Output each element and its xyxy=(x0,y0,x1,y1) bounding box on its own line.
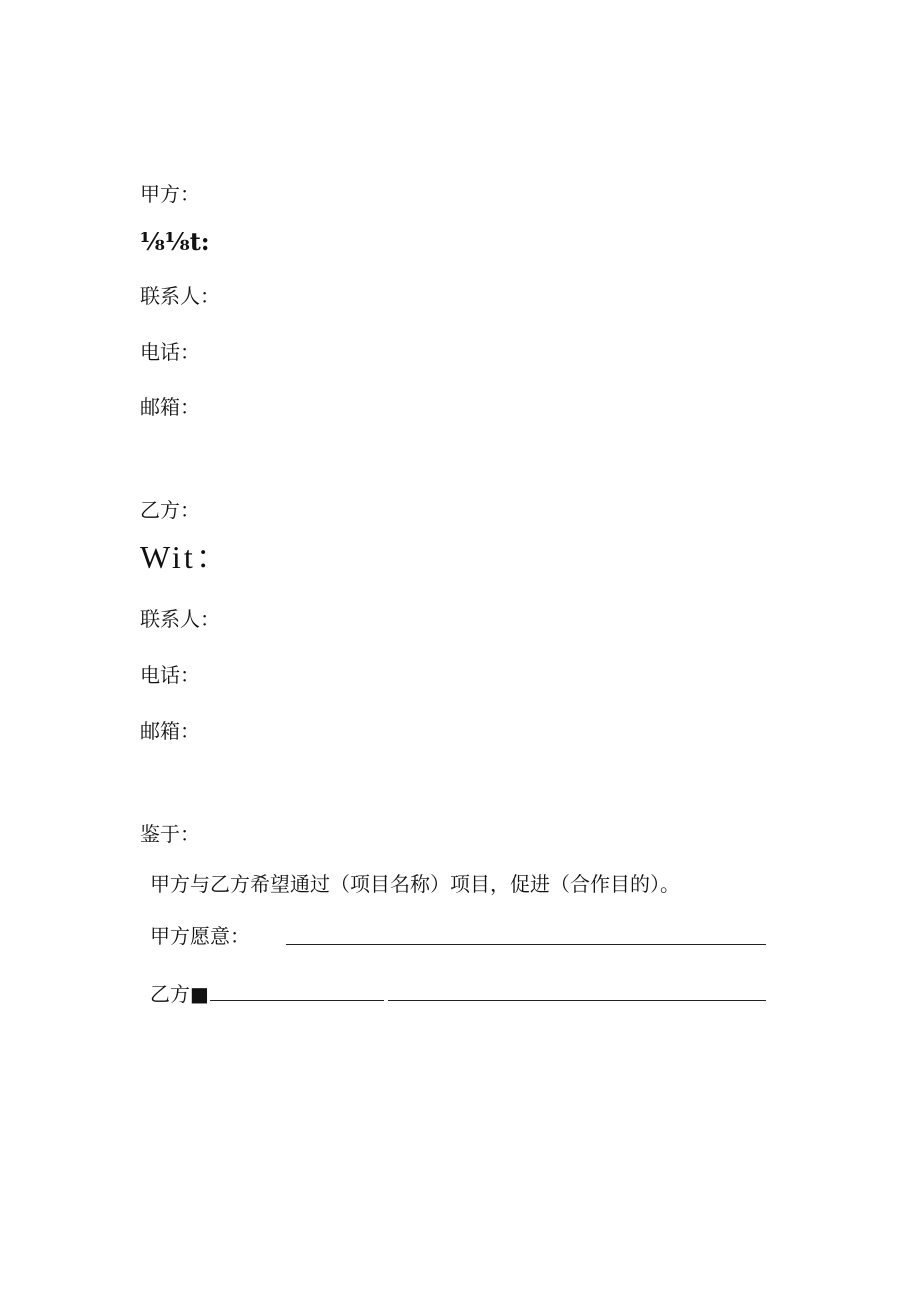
party-a-label: 甲方： xyxy=(140,182,200,206)
party-b-contact-label: 联系人： xyxy=(140,607,220,631)
party-a-phone-label: 电话： xyxy=(140,340,200,364)
recitals-statement: 甲方与乙方希望通过（项目名称）项目，促进（合作目的）。 xyxy=(150,872,680,896)
party-b-phone-label: 电话： xyxy=(140,663,200,687)
party-b-label: 乙方： xyxy=(140,498,200,522)
party-b-garbled-line: Wit： xyxy=(140,539,231,575)
party-b-blank-line-short xyxy=(210,1000,384,1001)
party-b-willing-label: 乙方■ xyxy=(150,982,209,1006)
party-a-email-label: 邮箱： xyxy=(140,395,200,419)
party-a-willing-label: 甲方愿意： xyxy=(150,924,250,948)
party-a-contact-label: 联系人： xyxy=(140,284,220,308)
recitals-heading: 鉴于： xyxy=(140,822,200,846)
party-b-blank-line-long xyxy=(388,1000,766,1001)
party-b-email-label: 邮箱： xyxy=(140,719,200,743)
party-a-willing-blank-line xyxy=(286,944,766,945)
party-a-garbled-line: ⅛⅛t: xyxy=(140,227,210,256)
